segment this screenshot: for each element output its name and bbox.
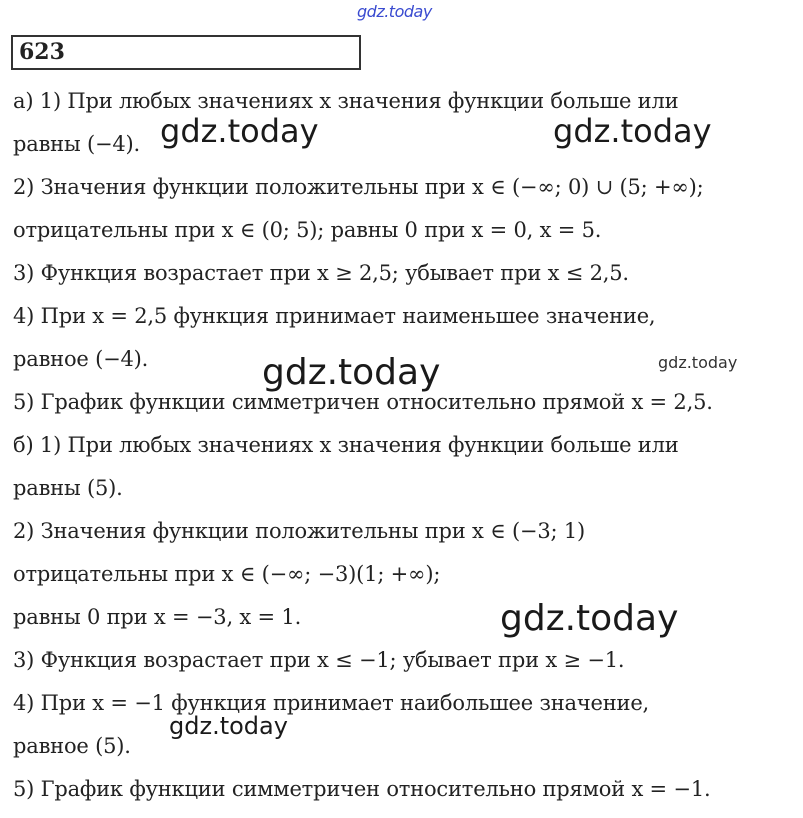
solution-line: 5) График функции симметричен относительно прямой x = 2,5. <box>13 390 713 414</box>
watermark: gdz.today <box>262 352 441 393</box>
solution-line: 3) Функция возрастает при x ≤ −1; убывает при x ≥ −1. <box>13 648 625 672</box>
solution-line: 4) При x = −1 функция принимает наибольшее значение, <box>13 691 650 715</box>
solution-line: равное (5). <box>13 734 131 758</box>
solution-line: равное (−4). <box>13 347 149 371</box>
solution-line: 2) Значения функции положительны при x ∈ (−3; 1) <box>13 519 585 543</box>
watermark: gdz.today <box>500 598 679 639</box>
solution-line: отрицательны при x ∈ (−∞; −3)(1; +∞); <box>13 562 441 586</box>
solution-text <box>13 84 798 815</box>
watermark-top: gdz.today <box>357 2 432 21</box>
solution-line: 5) График функции симметричен относительно прямой x = −1. <box>13 777 711 801</box>
solution-line: 4) При x = 2,5 функция принимает наименьшее значение, <box>13 304 656 328</box>
solution-line: 2) Значения функции положительны при x ∈ (−∞; 0) ∪ (5; +∞); <box>13 175 704 199</box>
watermark: gdz.today <box>169 712 288 740</box>
solution-line: а) 1) При любых значениях x значения функции больше или <box>13 89 679 113</box>
task-number-box <box>11 35 361 70</box>
solution-line: б) 1) При любых значениях x значения функции больше или <box>13 433 679 457</box>
task-number: 623 <box>19 39 65 65</box>
solution-line: равны (−4). <box>13 132 140 156</box>
watermark: gdz.today <box>658 353 738 372</box>
solution-line: 3) Функция возрастает при x ≥ 2,5; убывает при x ≤ 2,5. <box>13 261 629 285</box>
solution-line: равны (5). <box>13 476 123 500</box>
watermark: gdz.today <box>160 112 319 150</box>
solution-line: отрицательны при x ∈ (0; 5); равны 0 при x = 0, x = 5. <box>13 218 602 242</box>
watermark: gdz.today <box>553 112 712 150</box>
solution-line: равны 0 при x = −3, x = 1. <box>13 605 302 629</box>
